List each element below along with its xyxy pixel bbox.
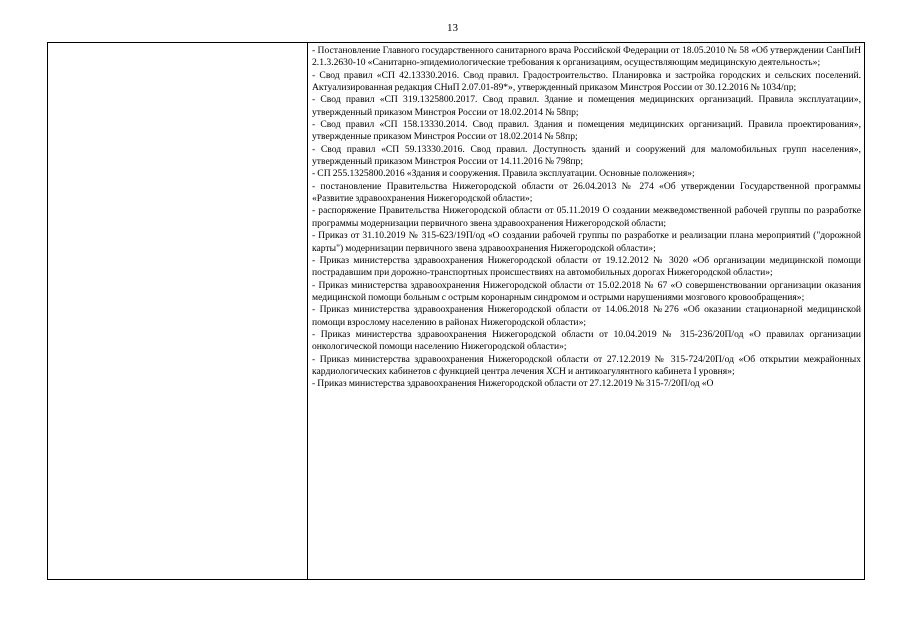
table-row	[48, 43, 865, 580]
list-item-8: - распоряжение Правительства Нижегородской области от 05.11.2019 О создании межведомственной рабочей группы по разработке программы модернизации первичного звена здравоохранения Нижегородской области;	[312, 205, 861, 229]
list-item-4: - Свод правил «СП 158.13330.2014. Свод правил. Здания и помещения медицинских организаций. Правила проектирования», утвержденные приказом Минстроя России от 18.02.2014 № 58пр;	[312, 119, 861, 143]
table-cell-right	[308, 43, 865, 580]
list-item-12: - Приказ министерства здравоохранения Нижегородской области от 14.06.2018 №276 «Об оказании стационарной медицинской помощи взрослому населению в районах Нижегородской области»;	[312, 304, 861, 328]
list-item-6: - СП 255.1325800.2016 «Здания и сооружения. Правила эксплуатации. Основные положения»;	[312, 168, 695, 180]
list-item-1: - Постановление Главного государственного санитарного врача Российской Федерации от 18.05.2010 № 58 «Об утверждении СанПиН 2.1.3.2630-10 «Санитарно-эпидемиологические требования к организациям, осуществляющим медицинскую деятельность»;	[312, 45, 861, 69]
list-item-10: - Приказ министерства здравоохранения Нижегородской области от 19.12.2012 № 3020 «Об организации медицинской помощи пострадавшим при дорожно-транспортных происшествиях на автомобильных дорогах Нижегородской области»;	[312, 254, 861, 279]
list-item-9: - Приказ от 31.10.2019 № 315-623/19П/од «О создании рабочей группы по разработке и реализации плана мероприятий ("дорожной карты") модернизации первичного звена здравоохранения Нижегородской области»;	[312, 230, 861, 254]
document-table	[47, 42, 865, 580]
list-item-5: - Свод правил «СП 59.13330.2016. Свод правил. Доступность зданий и сооружений для маломобильных групп населения», утвержденный приказом Минстроя России от 14.11.2016 № 798пр;	[312, 143, 861, 168]
list-item-13: - Приказ министерства здравоохранения Нижегородской области от 10.04.2019 № 315-236/20П/од «О правилах организации онкологической помощи населению Нижегородской области»;	[312, 328, 861, 353]
list-item-11: - Приказ министерства здравоохранения Нижегородской области от 15.02.2018 № 67 «О совершенствовании организации оказания медицинской помощи больным с острым коронарным синдромом и острыми нарушениями мозгового кровообращения»;	[312, 279, 861, 303]
table-cell-left	[48, 43, 308, 580]
list-item-14: - Приказ министерства здравоохранения Нижегородской области от 27.12.2019 № 315-724/20П/од «Об открытии межрайонных кардиологических кабинетов с функцией центра лечения ХСН и антикоагулянтного кабинета I уровня»;	[312, 353, 861, 377]
list-item-2: - Свод правил «СП 42.13330.2016. Свод правил. Градостроительство. Планировка и застройка городских и сельских поселений. Актуализированная редакция СНиП 2.07.01-89*», утвержденный приказом Минстроя России от 30.12.2016 № 1034/пр;	[312, 69, 861, 94]
list-item-15: - Приказ министерства здравоохранения Нижегородской области от 27.12.2019 № 315-7/20П/од «О	[312, 378, 714, 390]
list-item-3: - Свод правил «СП 319.1325800.2017. Свод правил. Здание и помещения медицинских организаций. Правила эксплуатации», утвержденный приказом Минстроя России от 18.02.2014 № 58пр;	[312, 94, 861, 118]
page-number: 13	[447, 22, 458, 34]
list-item-7: - постановление Правительства Нижегородской области от 26.04.2013 № 274 «Об утверждении Государственной программы «Развитие здравоохранения Нижегородской области»;	[312, 180, 861, 205]
